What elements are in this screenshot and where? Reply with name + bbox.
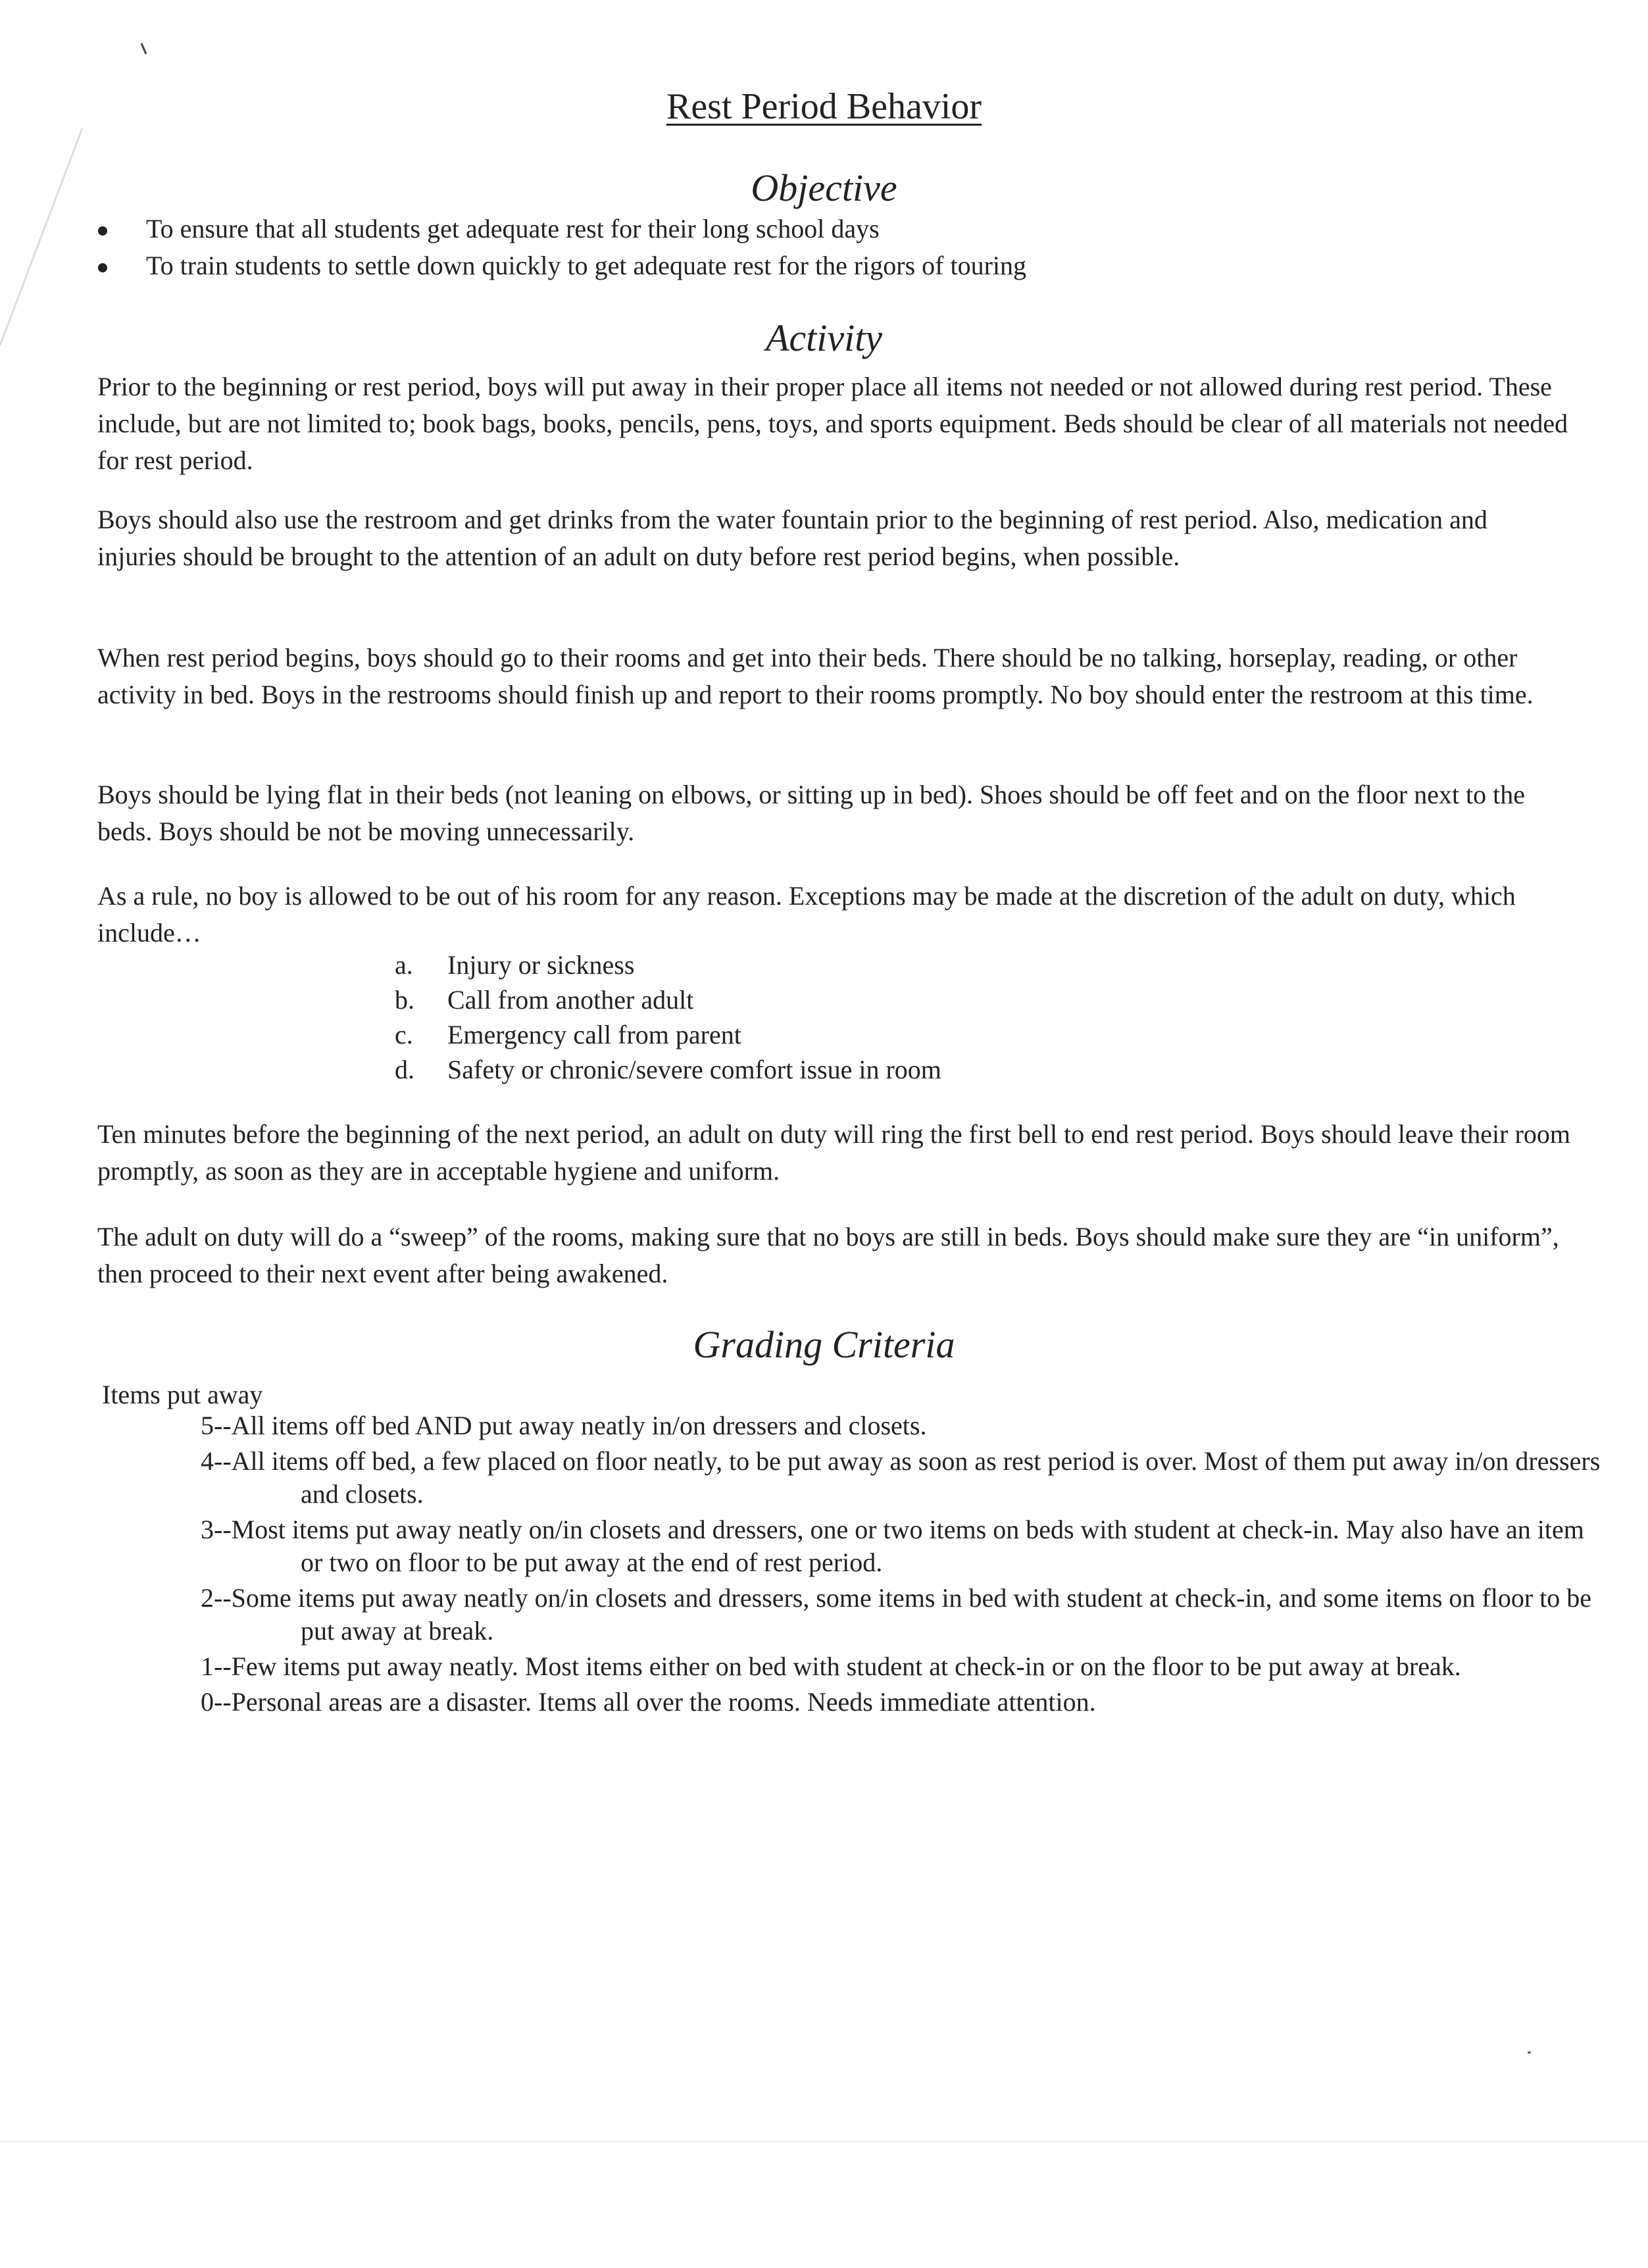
objective-bullet: To train students to settle down quickly to get adequate rest for the rigors of touring — [92, 247, 1026, 284]
grading-criterion: 3--Most items put away neatly on/in closets and dressers, one or two items on beds with student at check-in. May also have an item or two on floor to be put away at the end of rest period. — [201, 1515, 1584, 1577]
exception-text: Emergency call from parent — [447, 1020, 741, 1049]
activity-paragraph: The adult on duty will do a “sweep” of the rooms, making sure that no boys are still in beds. Boys should make sure they are “in uniform”, then proceed to their next event after being awakened. — [97, 1222, 1559, 1288]
objective-heading: Objective — [751, 166, 897, 209]
activity-paragraph: As a rule, no boy is allowed to be out of his room for any reason. Exceptions may be made at the discretion of the adult on duty, which include… — [97, 881, 1516, 947]
exception-item — [395, 1017, 941, 1052]
document-title: Rest Period Behavior — [666, 86, 982, 127]
grading-criteria-list — [201, 1409, 1602, 1721]
grading-criterion: 4--All items off bed, a few placed on floor neatly, to be put away as soon as rest period is over. Most of them put away in/on dressers and closets. — [201, 1446, 1601, 1509]
grading-criterion: 1--Few items put away neatly. Most items either on bed with student at check-in or on the floor to be put away at break. — [201, 1651, 1461, 1681]
objective-list — [92, 211, 1026, 284]
exception-text: Injury or sickness — [447, 950, 635, 980]
exceptions-list — [395, 947, 941, 1087]
exception-text: Call from another adult — [447, 985, 694, 1015]
exception-item — [395, 1052, 941, 1087]
grading-criterion: 5--All items off bed AND put away neatly in/on dressers and closets. — [201, 1411, 927, 1440]
exception-letter: d. — [395, 1055, 414, 1084]
exception-letter: b. — [395, 985, 414, 1015]
exception-letter: c. — [395, 1020, 413, 1049]
activity-paragraph: Boys should be lying flat in their beds (not leaning on elbows, or sitting up in bed). Shoes should be off feet and on the floor next to the beds. Boys should be not be moving unnecessarily. — [97, 780, 1526, 846]
exception-item — [395, 947, 941, 982]
grading-criterion: 0--Personal areas are a disaster. Items all over the rooms. Needs immediate attention. — [201, 1687, 1096, 1717]
grading-heading: Grading Criteria — [693, 1323, 955, 1366]
exception-item — [395, 982, 941, 1017]
grading-criterion: 2--Some items put away neatly on/in closets and dressers, some items in bed with student at check-in, and some items on floor to be put away at break. — [201, 1583, 1592, 1646]
exception-text: Safety or chronic/severe comfort issue in room — [447, 1055, 941, 1084]
scan-speck — [1528, 2052, 1531, 2054]
activity-paragraph: Ten minutes before the beginning of the next period, an adult on duty will ring the first bell to end rest period. Boys should leave their room promptly, as soon as they are in acceptable hygiene and uniform. — [97, 1119, 1570, 1186]
activity-paragraph: Boys should also use the restroom and get drinks from the water fountain prior to the beginning of rest period. Also, medication and injuries should be brought to the attention of an adult on duty before rest period begins, when possible. — [97, 505, 1487, 571]
activity-paragraph: When rest period begins, boys should go to their rooms and get into their beds. There should be no talking, horseplay, reading, or other activity in bed. Boys in the restrooms should finish up and report to their rooms promptly. No boy should enter the restroom at this time. — [97, 643, 1534, 709]
activity-paragraph: Prior to the beginning or rest period, boys will put away in their proper place all items not needed or not allowed during rest period. These include, but are not limited to; book bags, books, pencils, pens, toys, and sports equipment. Beds should be clear of all materials not needed for rest period. — [97, 372, 1568, 475]
objective-bullet: To ensure that all students get adequate rest for their long school days — [92, 211, 1026, 247]
grading-category-label: Items put away — [102, 1380, 263, 1409]
exception-letter: a. — [395, 950, 413, 980]
activity-heading: Activity — [765, 316, 883, 359]
